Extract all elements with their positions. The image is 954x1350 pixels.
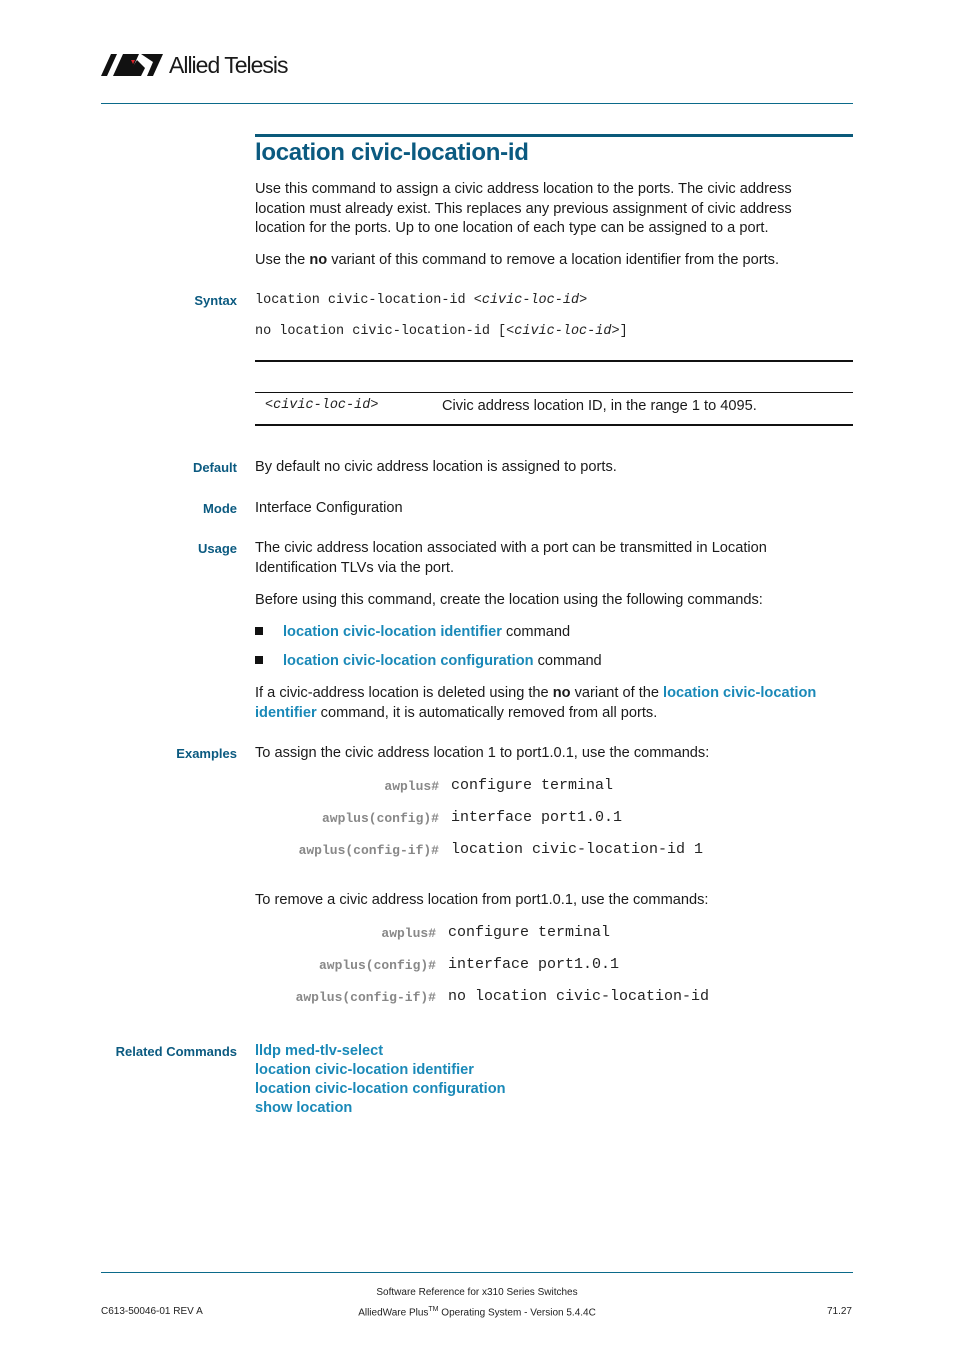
usage-text: If a civic-address location is deleted using the [255,685,553,701]
table-bottom-rule [255,424,853,426]
cli-command: interface port1.0.1 [451,809,623,826]
bullet-icon [255,656,263,664]
footer-doc-title: Software Reference for x310 Series Switches [376,1287,578,1298]
param-text: < [265,398,274,413]
footer-doc-id: C613-50046-01 REV A [101,1306,203,1317]
usage-paragraph-3 [255,684,845,723]
syntax-line-2 [255,324,628,339]
intro-text: variant of this command to remove a location identifier from the ports. [327,252,780,268]
default-text: By default no civic address location is assigned to ports. [255,459,617,475]
link-location-civic-location-identifier[interactable]: location civic-location identifier [255,685,817,721]
param-name [265,398,378,413]
cli-prompt: awplus# [381,926,436,941]
table-header-rule [255,392,853,393]
cli-prompt: awplus(config-if)# [298,843,439,858]
examples-intro-2: To remove a civic address location from port1.0.1, use the commands: [255,892,709,908]
footer-divider [101,1272,853,1273]
intro-text: Use the [255,252,310,268]
examples-intro-1: To assign the civic address location 1 to port1.0.1, use the commands: [255,745,710,761]
footer-text: Operating System - Version 5.4.4C [438,1307,596,1319]
table-top-rule [255,360,853,362]
footer-text: AlliedWare Plus [358,1307,429,1319]
cli-prompt: awplus(config-if)# [295,990,436,1005]
mode-text: Interface Configuration [255,500,403,516]
bullet-icon [255,627,263,635]
mode-label: Mode [203,501,237,516]
param-description: Civic address location ID, in the range 1 to 4095. [442,398,757,414]
cli-command: location civic-location-id 1 [451,841,704,858]
syntax-text: > [579,293,588,308]
related-link-show-location[interactable]: show location [255,1100,353,1116]
link-location-civic-location-identifier[interactable]: location civic-location identifier [283,624,502,640]
param-text: > [370,398,379,413]
usage-bullet-1 [255,623,815,643]
examples-label: Examples [176,746,237,761]
syntax-text: location civic-location-id < [255,293,482,308]
usage-bullet-2 [255,652,815,672]
allied-telesis-logo-mark [101,54,163,76]
cli-command: interface port1.0.1 [448,956,620,973]
syntax-text: no location civic-location-id [< [255,324,515,339]
related-commands-label: Related Commands [115,1044,237,1059]
cli-command: no location civic-location-id [448,988,710,1005]
cli-command: configure terminal [448,924,611,941]
syntax-label: Syntax [194,293,237,308]
param-italic: civic-loc-id [273,398,371,413]
cli-command: configure terminal [451,777,614,794]
syntax-param: civic-loc-id [481,293,580,308]
intro-paragraph: Use this command to assign a civic address location to the ports. The civic address location must already exist. This replaces any previous assignment of civic address location for the ports. Up to one location of each type can be assigned to a port. [255,181,792,236]
usage-paragraph-2: Before using this command, create the location using the following commands: [255,592,763,608]
cli-prompt: awplus(config)# [321,811,439,826]
usage-text: variant of the [570,685,664,701]
company-logo [101,50,288,80]
bullet-text: command [533,653,602,669]
footer-trademark: TM [428,1306,439,1313]
bullet-text: command [501,624,571,640]
intro-no-variant [255,251,815,271]
page-number: 71.27 [826,1306,852,1317]
usage-bold: no [552,685,571,701]
related-link-lldp-med-tlv-select[interactable]: lldp med-tlv-select [255,1043,384,1059]
syntax-text: >] [611,324,628,339]
logo-text: Allied Telesis [169,51,288,78]
header-divider [101,103,853,104]
page-title: location civic-location-id [255,139,529,166]
related-link-location-civic-location-identifier[interactable]: location civic-location identifier [255,1062,474,1078]
usage-text: command, it is automatically removed from all ports. [316,704,658,721]
intro-bold: no [309,252,328,268]
related-link-location-civic-location-configuration[interactable]: location civic-location configuration [255,1081,506,1097]
usage-paragraph-1: The civic address location associated with a port can be transmitted in Location Identification TLVs via the port. [255,540,767,576]
syntax-param: civic-loc-id [514,324,612,339]
default-label: Default [192,460,237,475]
cli-prompt: awplus# [384,779,439,794]
title-rule [255,134,853,137]
cli-prompt: awplus(config)# [318,958,436,973]
syntax-line-1 [255,293,587,308]
link-location-civic-location-configuration[interactable]: location civic-location configuration [283,653,534,669]
usage-label: Usage [197,541,237,556]
